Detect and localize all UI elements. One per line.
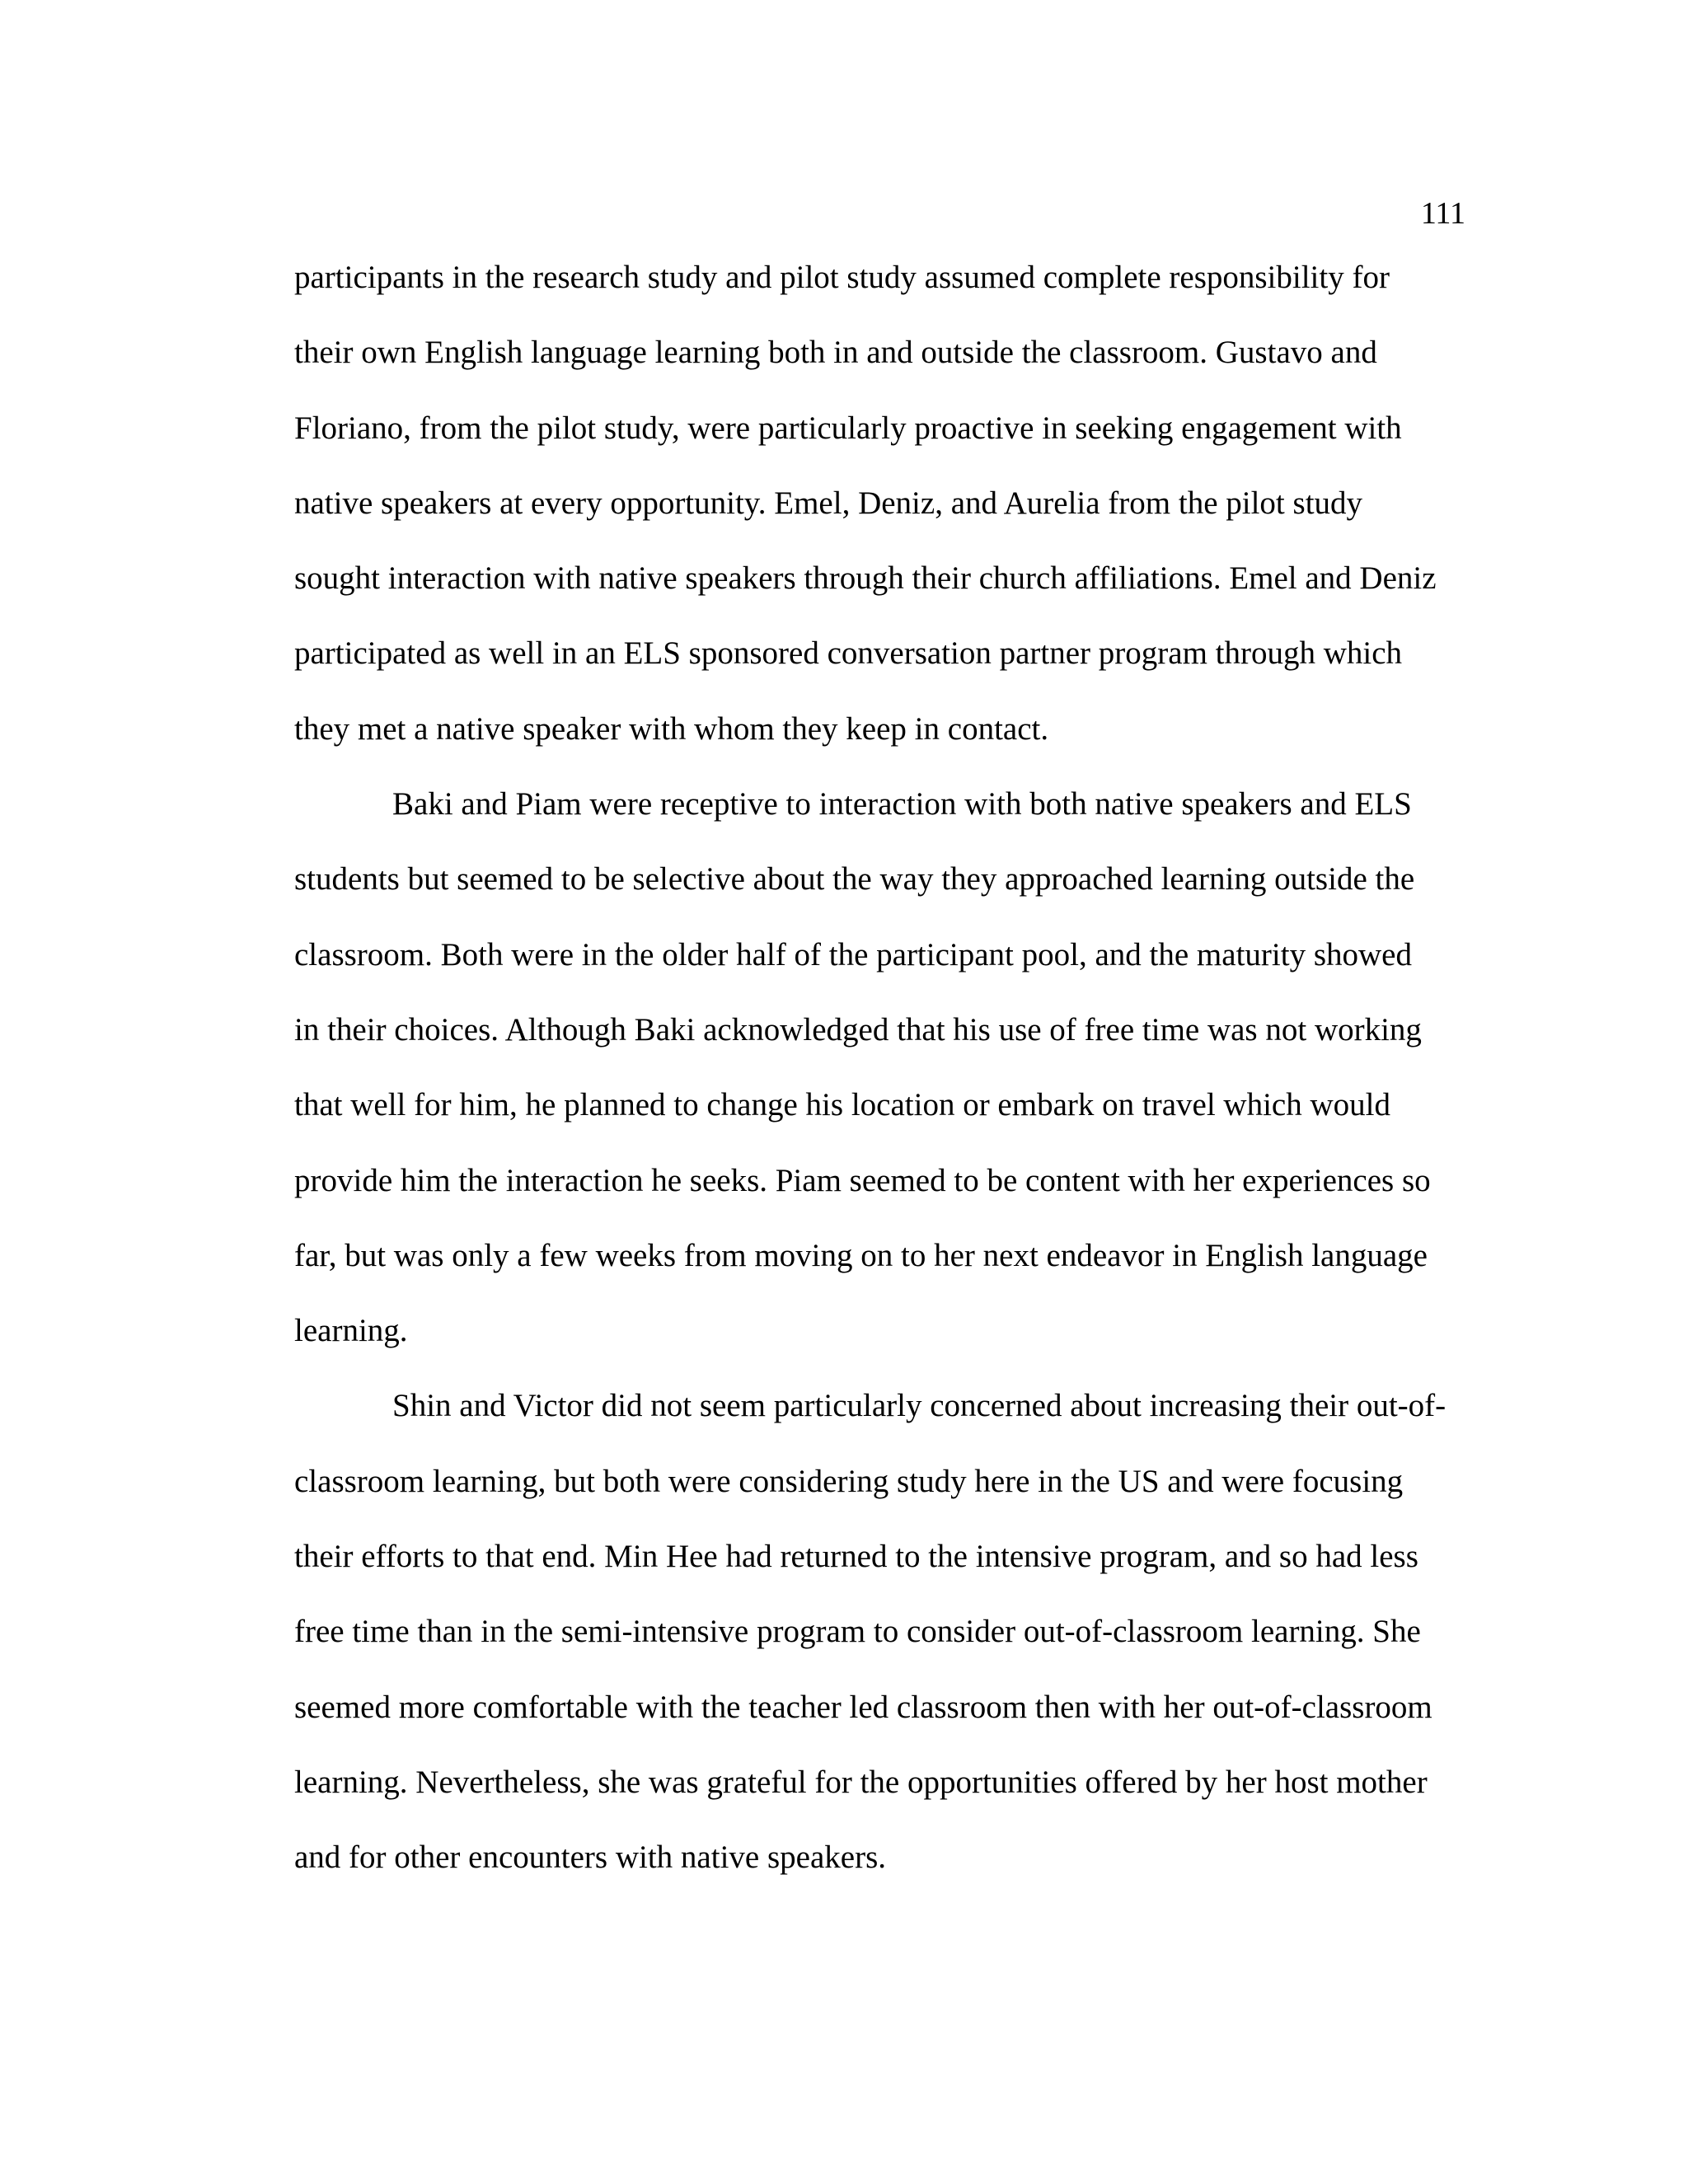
text-line: provide him the interaction he seeks. Piam seemed to be content with her experiences so xyxy=(294,1162,1431,1198)
text-line: they met a native speaker with whom they keep in contact. xyxy=(294,710,1049,747)
text-line: native speakers at every opportunity. Emel, Deniz, and Aurelia from the pilot study xyxy=(294,485,1363,521)
body-text xyxy=(294,253,1481,1909)
paragraph-1 xyxy=(294,253,1481,780)
paragraph-2 xyxy=(294,780,1481,1381)
page-number: 111 xyxy=(1420,196,1465,231)
text-line: Shin and Victor did not seem particularly concerned about increasing their out-of- xyxy=(392,1388,1447,1424)
text-line: seemed more comfortable with the teacher led classroom then with her out-of-classroom xyxy=(294,1689,1432,1725)
text-line: and for other encounters with native speakers. xyxy=(294,1840,886,1876)
text-line: participated as well in an ELS sponsored conversation partner program through which xyxy=(294,635,1403,672)
text-line: students but seemed to be selective about the way they approached learning outside the xyxy=(294,861,1415,898)
text-line: that well for him, he planned to change his location or embark on travel which would xyxy=(294,1087,1390,1123)
text-line: learning. Nevertheless, she was grateful for the opportunities offered by her host mother xyxy=(294,1764,1428,1800)
text-line: classroom learning, but both were considering study here in the US and were focusing xyxy=(294,1463,1404,1499)
paragraph-3 xyxy=(294,1381,1481,1908)
text-line: far, but was only a few weeks from moving on to her next endeavor in English language xyxy=(294,1237,1428,1273)
text-line: free time than in the semi-intensive program to consider out-of-classroom learning. She xyxy=(294,1614,1421,1650)
text-line: their own English language learning both in and outside the classroom. Gustavo and xyxy=(294,335,1377,371)
text-line: Floriano, from the pilot study, were particularly proactive in seeking engagement with xyxy=(294,410,1402,446)
text-line: sought interaction with native speakers through their church affiliations. Emel and Deniz xyxy=(294,560,1437,597)
text-line: participants in the research study and pilot study assumed complete responsibility for xyxy=(294,260,1390,295)
text-line: classroom. Both were in the older half of the participant pool, and the maturity showed xyxy=(294,936,1412,972)
text-line: learning. xyxy=(294,1313,408,1349)
text-line: Baki and Piam were receptive to interaction with both native speakers and ELS xyxy=(392,786,1412,823)
text-line: their efforts to that end. Min Hee had returned to the intensive program, and so had less xyxy=(294,1539,1418,1575)
text-line: in their choices. Although Baki acknowledged that his use of free time was not working xyxy=(294,1011,1422,1047)
